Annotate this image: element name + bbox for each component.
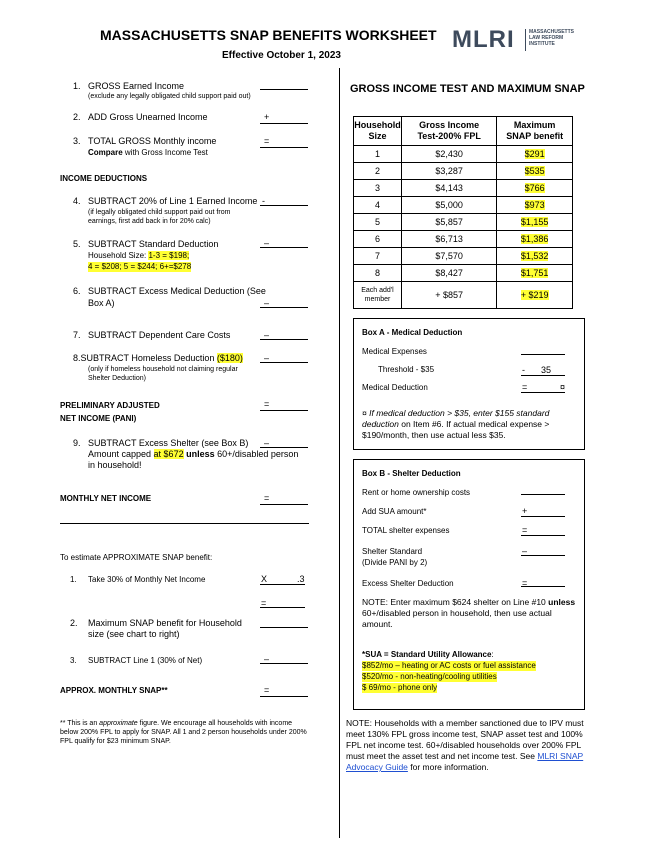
line7-num: 7.	[73, 330, 81, 340]
gross-income-limit: $8,427	[401, 265, 496, 282]
hdr-size-1: Household	[354, 120, 401, 130]
est1-op-eq: =	[261, 598, 267, 608]
box-b-excess-field[interactable]	[521, 586, 565, 587]
line8-num: 8.	[73, 353, 81, 363]
monthly-net-op: =	[264, 493, 270, 503]
line4-label: SUBTRACT 20% of Line 1 Earned Income	[88, 196, 258, 206]
sua-title-line	[362, 650, 494, 660]
household-size: 4	[354, 197, 402, 214]
box-b-note	[362, 597, 576, 630]
est3-op: –	[264, 654, 270, 664]
sua-heating: $852/mo – heating or AC costs or fuel assistance	[362, 661, 536, 670]
sua-title: *SUA = Standard Utility Allowance	[362, 650, 492, 659]
logo-line-2: LAW REFORM	[529, 35, 564, 41]
line5-hs-a: 1-3 = $198;	[148, 251, 190, 260]
est3-label: SUBTRACT Line 1 (30% of Net)	[88, 656, 203, 665]
box-a-deduction-op: =	[522, 382, 528, 392]
addl-size-1: Each add'l	[361, 287, 394, 294]
max-snap-benefit-value: $1,751	[520, 268, 549, 278]
hdr-benefit-1: Maximum	[513, 120, 556, 130]
line3-field[interactable]	[260, 147, 308, 148]
household-size: 1	[354, 146, 402, 163]
approx-snap-field[interactable]	[260, 696, 308, 697]
line9-cap-suffix: 60+/disabled person	[214, 449, 299, 459]
est3-field[interactable]	[260, 663, 308, 664]
gross-income-limit: $6,713	[401, 231, 496, 248]
ipv-note-text: NOTE: Households with a member sanctioned due to IPV must meet 130% FPL gross income test, SNAP asset test and 100% FPL net income test. 60+/disabled households over 200% FPL must meet the asset test and net income test. See	[346, 718, 584, 761]
max-snap-benefit	[497, 197, 573, 214]
income-deductions-heading: INCOME DEDUCTIONS	[60, 174, 148, 183]
line6-label1: SUBTRACT Excess Medical Deduction (See	[88, 286, 266, 296]
line1-num: 1.	[73, 81, 81, 91]
max-snap-benefit	[497, 214, 573, 231]
line9-label: SUBTRACT Excess Shelter (see Box B)	[88, 438, 249, 448]
effective-date: Effective October 1, 2023	[222, 50, 341, 61]
line6-num: 6.	[73, 286, 81, 296]
est1-field[interactable]	[260, 584, 305, 585]
est1-op-x: X	[261, 574, 268, 584]
box-a-medical-expenses: Medical Expenses	[362, 347, 427, 356]
box-b-standard-field[interactable]	[521, 555, 565, 556]
gross-income-limit: $5,000	[401, 197, 496, 214]
box-b-standard-1: Shelter Standard	[362, 547, 423, 556]
ipv-note	[346, 718, 591, 773]
fpl-row	[354, 265, 573, 282]
max-snap-benefit	[497, 231, 573, 248]
household-size: 7	[354, 248, 402, 265]
line7-field[interactable]	[260, 339, 308, 340]
est3-num: 3.	[70, 656, 77, 665]
box-a-note	[362, 408, 576, 441]
box-a-medical-expenses-field[interactable]	[521, 354, 565, 355]
fpl-table	[353, 116, 573, 309]
line1-label: GROSS Earned Income	[88, 81, 185, 91]
line3-compare: Compare	[88, 148, 123, 157]
box-a-medical-deduction: Medical Deduction	[362, 383, 428, 392]
max-snap-benefit-value: $1,532	[520, 251, 549, 261]
fpl-row	[354, 180, 573, 197]
est1-label: Take 30% of Monthly Net Income	[88, 575, 206, 584]
box-b-sua-op: +	[522, 506, 528, 516]
fpl-row	[354, 214, 573, 231]
box-b-excess: Excess Shelter Deduction	[362, 579, 454, 588]
line4-note1: (if legally obligated child support paid out from	[88, 209, 231, 216]
mlri-logo	[452, 26, 575, 54]
line1-field[interactable]	[260, 89, 308, 90]
line3-note: with Gross Income Test	[122, 148, 208, 157]
hdr-income-1: Gross Income	[419, 120, 480, 130]
gross-income-limit: $5,857	[401, 214, 496, 231]
max-snap-benefit-value: $535	[524, 166, 545, 176]
box-b-note-unless: unless	[548, 597, 576, 607]
line9-cap-prefix: Amount capped	[88, 449, 154, 459]
line8-note2: Shelter Deduction)	[88, 375, 146, 382]
box-a-threshold-field	[521, 375, 565, 376]
advocacy-guide-link[interactable]: MLRI SNAP Advocacy Guide	[346, 751, 584, 772]
monthly-net-field[interactable]	[260, 504, 308, 505]
est1-result-field[interactable]	[260, 607, 305, 608]
line5-label: SUBTRACT Standard Deduction	[88, 239, 219, 249]
max-snap-benefit-value: $291	[524, 149, 545, 159]
max-snap-benefit-value: $1,386	[520, 234, 549, 244]
line9-op: –	[264, 438, 270, 448]
box-a-threshold-op: -	[522, 365, 525, 375]
sua-nonheating: $520/mo - non-heating/cooling utilities	[362, 672, 497, 681]
line5-field[interactable]	[260, 247, 308, 248]
left-section-rule	[60, 523, 309, 524]
household-size: 5	[354, 214, 402, 231]
addl-benefit-value: + $219	[520, 290, 549, 300]
addl-income: + $857	[401, 282, 496, 309]
line4-op: -	[262, 196, 265, 206]
box-a-title: Box A - Medical Deduction	[362, 328, 463, 337]
hdr-size-2: Size	[368, 131, 387, 141]
line4-num: 4.	[73, 196, 81, 206]
est1-num: 1.	[70, 575, 77, 584]
line9-cap-amount: at $672	[153, 449, 184, 459]
box-b-shelter	[353, 459, 585, 710]
logo-line-3: INSTITUTE	[529, 41, 555, 47]
box-a-note-i2: deduction	[362, 419, 399, 429]
line9-field[interactable]	[260, 447, 308, 448]
gross-test-heading: GROSS INCOME TEST AND MAXIMUM SNAP	[350, 83, 585, 95]
approx-snap-op: =	[264, 685, 270, 695]
box-a-note-rest: on Item #6. If actual medical expense > $190/month, then use actual less $35.	[362, 419, 550, 440]
line1-note: (exclude any legally obligated child support paid out)	[88, 93, 251, 100]
est2-num: 2.	[70, 618, 78, 628]
box-b-rent-field[interactable]	[521, 494, 565, 495]
fpl-addl-row	[354, 282, 573, 309]
worksheet-title: MASSACHUSETTS SNAP BENEFITS WORKSHEET	[100, 27, 437, 43]
line2-op: +	[264, 112, 270, 122]
fpl-row	[354, 248, 573, 265]
box-b-total-op: =	[522, 525, 528, 535]
box-a-medical	[353, 318, 585, 450]
line8-amount: ($180)	[216, 353, 243, 363]
estimate-title: To estimate APPROXIMATE SNAP benefit:	[60, 553, 213, 562]
monthly-net-label: MONTHLY NET INCOME	[60, 494, 152, 503]
box-a-note-sym: ¤	[362, 408, 367, 418]
gross-income-limit: $7,570	[401, 248, 496, 265]
line2-label: ADD Gross Unearned Income	[88, 112, 208, 122]
line4-field[interactable]	[260, 205, 308, 206]
line8-field[interactable]	[260, 362, 308, 363]
max-snap-benefit	[497, 163, 573, 180]
box-a-threshold: Threshold - $35	[378, 365, 435, 374]
box-b-standard-2: (Divide PANI by 2)	[362, 558, 428, 567]
est2-field[interactable]	[260, 627, 308, 628]
footnote-p1: ** This is an	[60, 720, 100, 727]
box-b-standard-op: –	[522, 546, 528, 556]
gross-income-limit: $4,143	[401, 180, 496, 197]
line8-note1: (only if homeless household not claiming regular	[88, 366, 238, 373]
box-a-currency-symbol: ¤	[560, 382, 566, 392]
box-b-note-p1: NOTE: Enter maximum $624 shelter on Line #10	[362, 597, 549, 607]
line6-field[interactable]	[260, 307, 308, 308]
sua-colon: :	[491, 650, 494, 659]
box-a-note-i1: If medical deduction > $35, enter $155 standard	[369, 408, 550, 418]
box-b-sua: Add SUA amount*	[362, 507, 427, 516]
fpl-row	[354, 197, 573, 214]
line9-unless: unless	[183, 449, 215, 459]
line9-num: 9.	[73, 438, 81, 448]
line7-label: SUBTRACT Dependent Care Costs	[88, 330, 231, 340]
footnote-p2: figure. We encourage all households with income below 200% FPL to apply for SNAP. All 1 and 2 person households under 200% FPL qualify for $23 minimum SNAP.	[60, 720, 307, 745]
gross-income-limit: $3,287	[401, 163, 496, 180]
line3-num: 3.	[73, 136, 81, 146]
line5-hs-b: 4 = $208; 5 = $244; 6+=$278	[88, 262, 192, 271]
box-b-total-field[interactable]	[521, 535, 565, 536]
approx-snap-label: APPROX. MONTHLY SNAP**	[60, 686, 168, 695]
pani-field[interactable]	[260, 410, 308, 411]
addl-size-2: member	[364, 296, 391, 303]
addl-size	[354, 282, 402, 309]
box-b-sua-field[interactable]	[521, 516, 565, 517]
household-size: 2	[354, 163, 402, 180]
box-a-deduction-field[interactable]	[521, 392, 565, 393]
box-b-excess-op: =	[522, 578, 528, 588]
sua-phone: $ 69/mo - phone only	[362, 683, 438, 692]
pani-label-1: PRELIMINARY ADJUSTED	[60, 401, 160, 410]
line5-num: 5.	[73, 239, 81, 249]
max-snap-benefit-value: $766	[524, 183, 545, 193]
box-b-title: Box B - Shelter Deduction	[362, 469, 461, 478]
max-snap-benefit-value: $973	[524, 200, 545, 210]
line6-label2: Box A)	[88, 298, 115, 308]
box-b-rent: Rent or home ownership costs	[362, 488, 471, 497]
box-a-threshold-value: 35	[541, 365, 552, 375]
pani-label-2: NET INCOME (PANI)	[60, 414, 137, 423]
est2-label1: Maximum SNAP benefit for Household	[88, 618, 242, 628]
hdr-benefit-2: SNAP benefit	[506, 131, 564, 141]
gross-income-limit: $2,430	[401, 146, 496, 163]
hdr-income-2: Test-200% FPL	[417, 131, 481, 141]
line7-op: –	[264, 330, 270, 340]
pani-op: =	[264, 399, 270, 409]
line2-num: 2.	[73, 112, 81, 122]
ipv-note-end: for more information.	[407, 762, 489, 772]
footnote	[60, 719, 312, 746]
household-size: 6	[354, 231, 402, 248]
fpl-row	[354, 146, 573, 163]
max-snap-benefit	[497, 248, 573, 265]
line2-field[interactable]	[260, 123, 308, 124]
line6-op: –	[264, 298, 270, 308]
logo-wordmark: MLRI	[452, 26, 515, 53]
line8-op: –	[264, 353, 270, 363]
max-snap-benefit	[497, 180, 573, 197]
fpl-header-row	[354, 117, 573, 146]
addl-benefit	[497, 282, 573, 309]
line3-label: TOTAL GROSS Monthly income	[88, 136, 217, 146]
box-b-total: TOTAL shelter expenses	[362, 526, 450, 535]
line3-op: =	[264, 136, 270, 146]
logo-line-1: MASSACHUSETTS	[529, 29, 575, 35]
est1-factor: .3	[297, 574, 305, 584]
fpl-row	[354, 231, 573, 248]
line9-line3: in household!	[88, 460, 142, 470]
box-b-note-p2: 60+/disabled person in household, then use actual amount.	[362, 608, 552, 629]
line5-hs-prefix: Household Size:	[88, 251, 149, 260]
column-divider	[339, 68, 340, 838]
household-size: 3	[354, 180, 402, 197]
footnote-italic: approximate	[99, 720, 138, 727]
household-size: 8	[354, 265, 402, 282]
line8-label: SUBTRACT Homeless Deduction	[80, 353, 217, 363]
max-snap-benefit	[497, 146, 573, 163]
est2-label2: size (see chart to right)	[88, 629, 180, 639]
max-snap-benefit	[497, 265, 573, 282]
line4-note2: earnings, first add back in for 20% calc)	[88, 218, 211, 225]
line5-op: –	[264, 238, 270, 248]
max-snap-benefit-value: $1,155	[520, 217, 549, 227]
fpl-row	[354, 163, 573, 180]
